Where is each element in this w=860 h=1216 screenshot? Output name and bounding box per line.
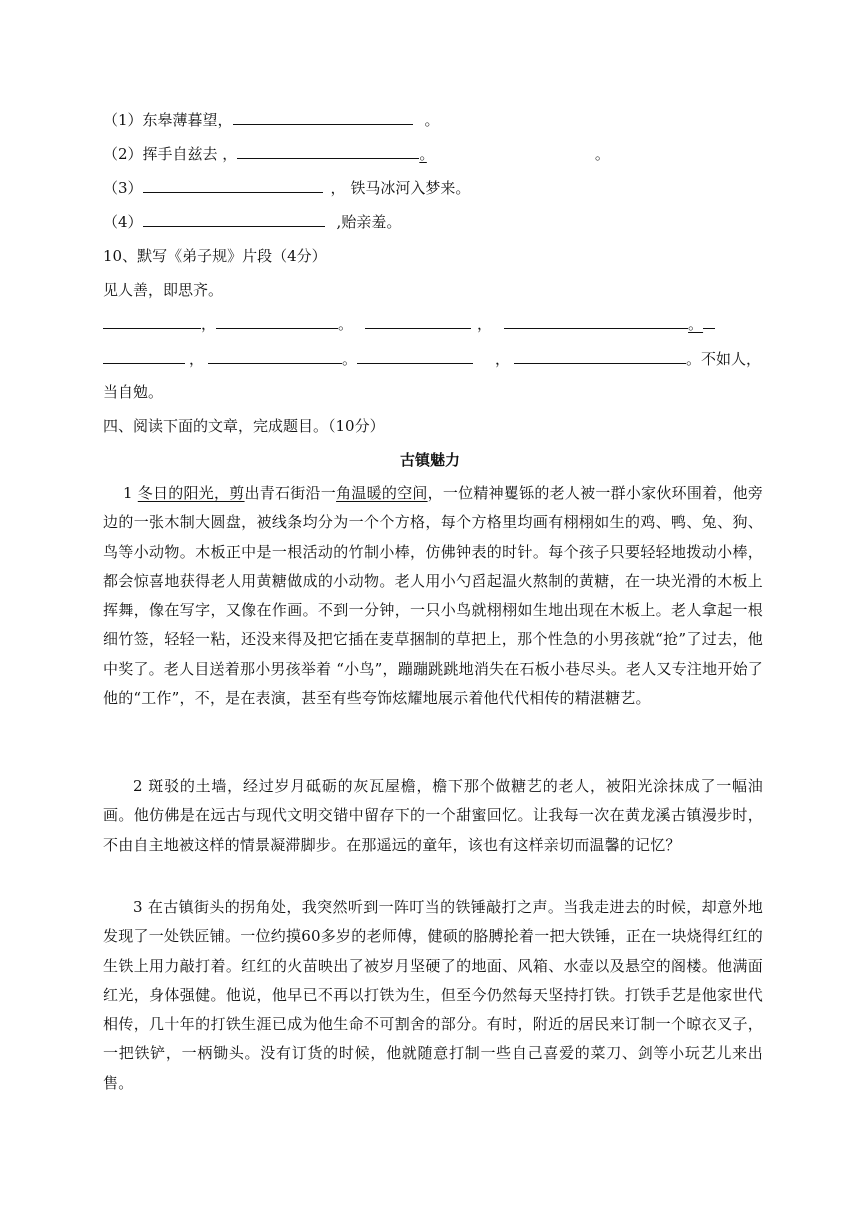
answer-blank[interactable] — [365, 313, 471, 329]
article-paragraph-1: 1 冬日的阳光，剪出青石街沿一角温暖的空间，一位精神矍铄的老人被一群小家伙环围着，他旁边的一张木制大圆盘，被线条均分为一个个方格，每个方格里均画有栩栩如生的鸡、鸭、兔、狗、鸟等小动物。木板正中是一根活动的竹制小棒，仿佛钟表的时针。每个孩子只要轻轻地拨动小棒，都会惊喜地获得老人用黄糖做成的小动物。老人用小勺舀起温火熬制的黄糖，在一块光滑的木板上挥舞，像在写字，又像在作画。不到一分钟，一只小鸟就栩栩如生地出现在木板上。老人拿起一根细竹签，轻轻一粘，还没来得及把它插在麦草捆制的草把上，那个性急的小男孩就“抢”了过去，他中奖了。老人目送着那小男孩举着 “小鸟”，蹦蹦跳跳地消失在石板小巷尽头。老人又专注地开始了他的“工作”，不，是在表演，甚至有些夸饰炫耀地展示着他代代相传的精湛糖艺。 — [103, 484, 764, 708]
q10-given-line: 见人善，即思齐。 — [103, 281, 224, 299]
underlined-phrase: 冬日的阳光，剪 — [137, 484, 245, 502]
answer-blank[interactable] — [504, 313, 688, 329]
answer-blank[interactable] — [103, 313, 201, 329]
q9-item-2: （2）挥手自兹去 ， 。 。 — [103, 145, 610, 163]
underlined-phrase: 角温暖的空间 — [336, 484, 428, 502]
article-paragraph-3: 3 在古镇街头的拐角处，我突然听到一阵叮当的铁锤敲打之声。当我走进去的时候，却意外地发现了一处铁匠铺。一位约摸60多岁的老师傅，健硕的胳膊抡着一把大铁锤，正在一块烧得红红的生铁上用力敲打着。红红的火苗映出了被岁月坚硬了的地面、风箱、水壶以及悬空的阁楼。他满面红光，身体强健。他说，他早已不再以打铁为生，但至今仍然每天坚持打铁。打铁手艺是他家世代相传，几十年的打铁生涯已成为他生命不可割舍的部分。有时，附近的居民来订制一个晾衣叉子，一把铁铲，一柄锄头。没有订货的时候，他就随意打制一些自己喜爱的菜刀、剑等小玩艺儿来出售。 — [103, 898, 763, 1092]
answer-blank[interactable] — [143, 177, 323, 193]
q10-row-2: ， 。 ， 。不如人， — [103, 348, 761, 370]
q9-item-4: （4） ,贻亲羞。 — [103, 213, 402, 231]
answer-blank[interactable] — [233, 109, 413, 125]
q10-heading: 10、默写《弟子规》片段（4分） — [103, 247, 327, 265]
q10-tail: 当自勉。 — [103, 383, 164, 401]
answer-blank[interactable] — [237, 143, 419, 159]
answer-blank[interactable] — [143, 211, 325, 227]
article-title: 古镇魅力 — [399, 451, 460, 469]
answer-blank[interactable] — [208, 348, 342, 364]
article-paragraph-2: 2 斑驳的土墙，经过岁月砥砺的灰瓦屋檐，檐下那个做糖艺的老人，被阳光涂抹成了一幅油画。他仿佛是在远古与现代文明交错中留存下的一个甜蜜回忆。让我每一次在黄龙溪古镇漫步时，不由自主地被这样的情景凝滞脚步。在那遥远的童年，该也有这样亲切而温馨的记忆？ — [103, 777, 763, 854]
q9-item-3: （3） ， 铁马冰河入梦来。 — [103, 179, 471, 197]
answer-blank[interactable] — [103, 348, 185, 364]
q9-item-1: （1）东皋薄暮望， 。 — [103, 111, 440, 129]
answer-blank[interactable] — [357, 348, 473, 364]
answer-blank[interactable] — [216, 313, 338, 329]
section-4-heading: 四、阅读下面的文章，完成题目。（10分） — [103, 417, 385, 435]
q10-row-1: ， 。 ， 。 — [103, 313, 715, 335]
answer-blank[interactable] — [514, 348, 686, 364]
